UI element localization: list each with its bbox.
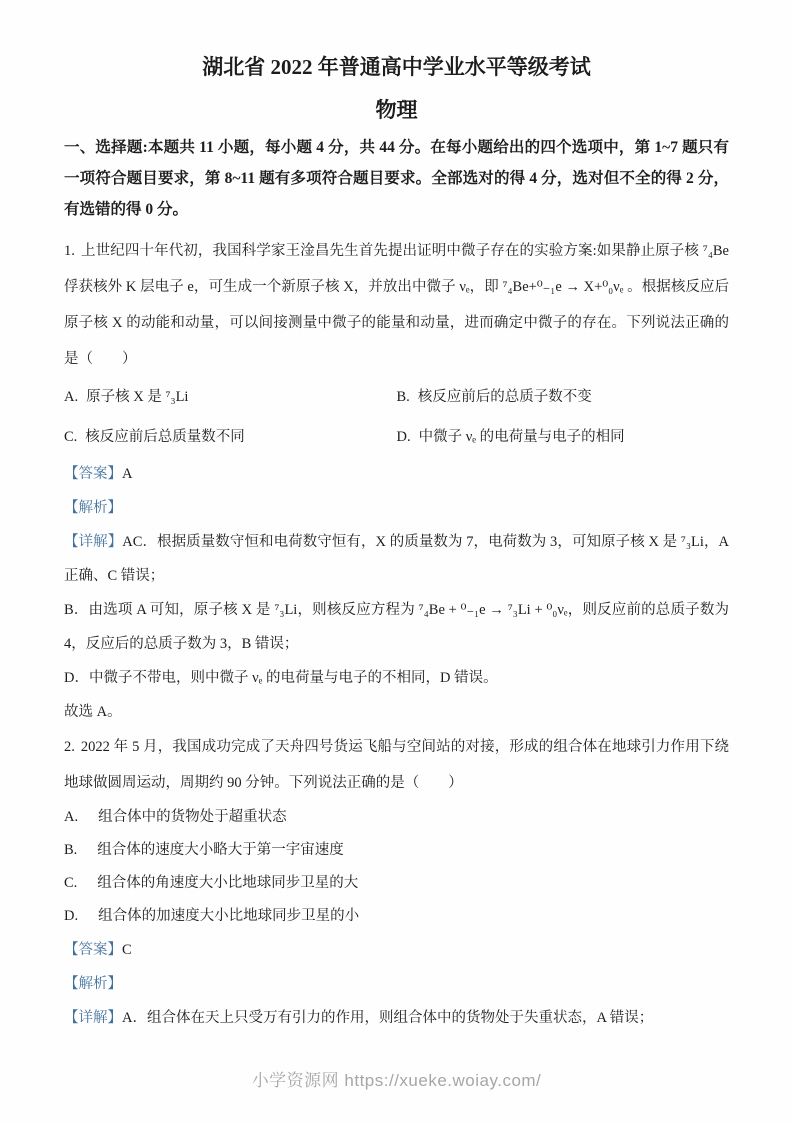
question-1-detail-2: B．由选项 A 可知，原子核 X 是 ⁷₃Li，则核反应方程为 ⁷₄Be + ⁰₋₁e → ⁷₃Li + ⁰₀νₑ，则反应前的总质子数为 4，反应后的总质子数为 3，B 错误； [64,602,729,652]
question-1-option-d [397,417,730,457]
question-1-answer: A [122,466,133,482]
page-subtitle: 物理 [375,98,418,122]
option-c-text: 核反应前后总质量数不同 [85,429,245,445]
question-1-conclusion: 故选 A。 [64,704,122,720]
question-2-option-c [64,867,729,900]
question-2-answer-line [64,933,729,967]
answer-label: 【答案】 [64,942,122,958]
question-1-answer-line [64,457,729,491]
detail-label: 【详解】 [64,534,123,550]
question-1-stem-text: 上世纪四十年代初，我国科学家王淦昌先生首先提出证明中微子存在的实验方案:如果静止原子核 ⁷₄Be 俘获核外 K 层电子 e，可生成一个新原子核 X，并放出中微子 νₑ，即 ⁷₄Be+⁰₋₁e → X+⁰₀νₑ 。根据核反应后原子核 X 的动能和动量，可以间接测量中微子的能量和动量，进而确定中微子的存在。下列说法正确的是（ ） [64,243,729,367]
question-2-analysis-line [64,967,729,1001]
question-1-option-c [64,417,397,457]
option-c-label: C. [64,875,78,891]
option-c-text: 组合体的角速度大小比地球同步卫星的大 [97,875,359,891]
option-b-label: B. [64,842,78,858]
analysis-label: 【解析】 [64,500,122,516]
question-1 [64,233,729,729]
question-2-stem-text: 2022 年 5 月，我国成功完成了天舟四号货运飞船与空间站的对接，形成的组合体在地球引力作用下绕地球做圆周运动，周期约 90 分钟。下列说法正确的是（ ） [64,739,729,791]
question-2-option-b [64,834,729,867]
option-a-text: 原子核 X 是 ⁷₃Li [86,389,189,405]
question-2 [64,729,729,1035]
question-2-detail-1 [64,1001,729,1035]
option-c-label: C. [64,429,78,445]
question-2-answer: C [122,942,132,958]
question-2-detail-1-text: A．组合体在天上只受万有引力的作用，则组合体中的货物处于失重状态，A 错误； [122,1010,654,1026]
question-2-stem [64,729,729,801]
analysis-label: 【解析】 [64,976,122,992]
question-1-detail-1-text: AC．根据质量数守恒和电荷数守恒有，X 的质量数为 7，电荷数为 3，可知原子核 X 是 ⁷₃Li，A 正确、C 错误； [64,534,729,584]
option-a-label: A. [64,389,79,405]
question-1-options [64,377,729,457]
option-d-label: D. [396,429,411,445]
option-d-label: D. [64,908,79,924]
detail-label: 【详解】 [64,1010,122,1026]
option-b-label: B. [396,389,410,405]
option-d-text: 中微子 νₑ 的电荷量与电子的相同 [418,429,625,445]
question-2-option-d [64,900,729,933]
page-title: 湖北省 2022 年普通高中学业水平等级考试 [202,55,591,79]
option-d-text: 组合体的加速度大小比地球同步卫星的小 [98,908,360,924]
question-1-option-a [64,377,397,417]
question-1-option-b [397,377,730,417]
question-2-option-a [64,801,729,834]
option-b-text: 核反应前后的总质子数不变 [417,389,592,405]
question-1-stem [64,233,729,377]
section-instructions: 一、选择题:本题共 11 小题，每小题 4 分，共 44 分。在每小题给出的四个选项中，第 1~7 题只有一项符合题目要求，第 8~11 题有多项符合题目要求。全部选对的得 4 分，选对但不全的得 2 分，有选错的得 0 分。 [64,139,729,218]
question-1-detail-3: D．中微子不带电，则中微子 νₑ 的电荷量与电子的不相同，D 错误。 [64,670,498,686]
answer-label: 【答案】 [64,466,122,482]
option-a-text: 组合体中的货物处于超重状态 [98,809,287,825]
footer-watermark: 小学资源网 https://xueke.woiay.com/ [251,1071,542,1090]
question-2-options [64,801,729,933]
question-1-analysis-line [64,491,729,525]
option-a-label: A. [64,809,79,825]
question-1-detail-1 [64,525,729,593]
option-b-text: 组合体的速度大小略大于第一宇宙速度 [97,842,344,858]
question-1-number: 1. [64,243,75,259]
question-2-number: 2. [64,739,75,755]
